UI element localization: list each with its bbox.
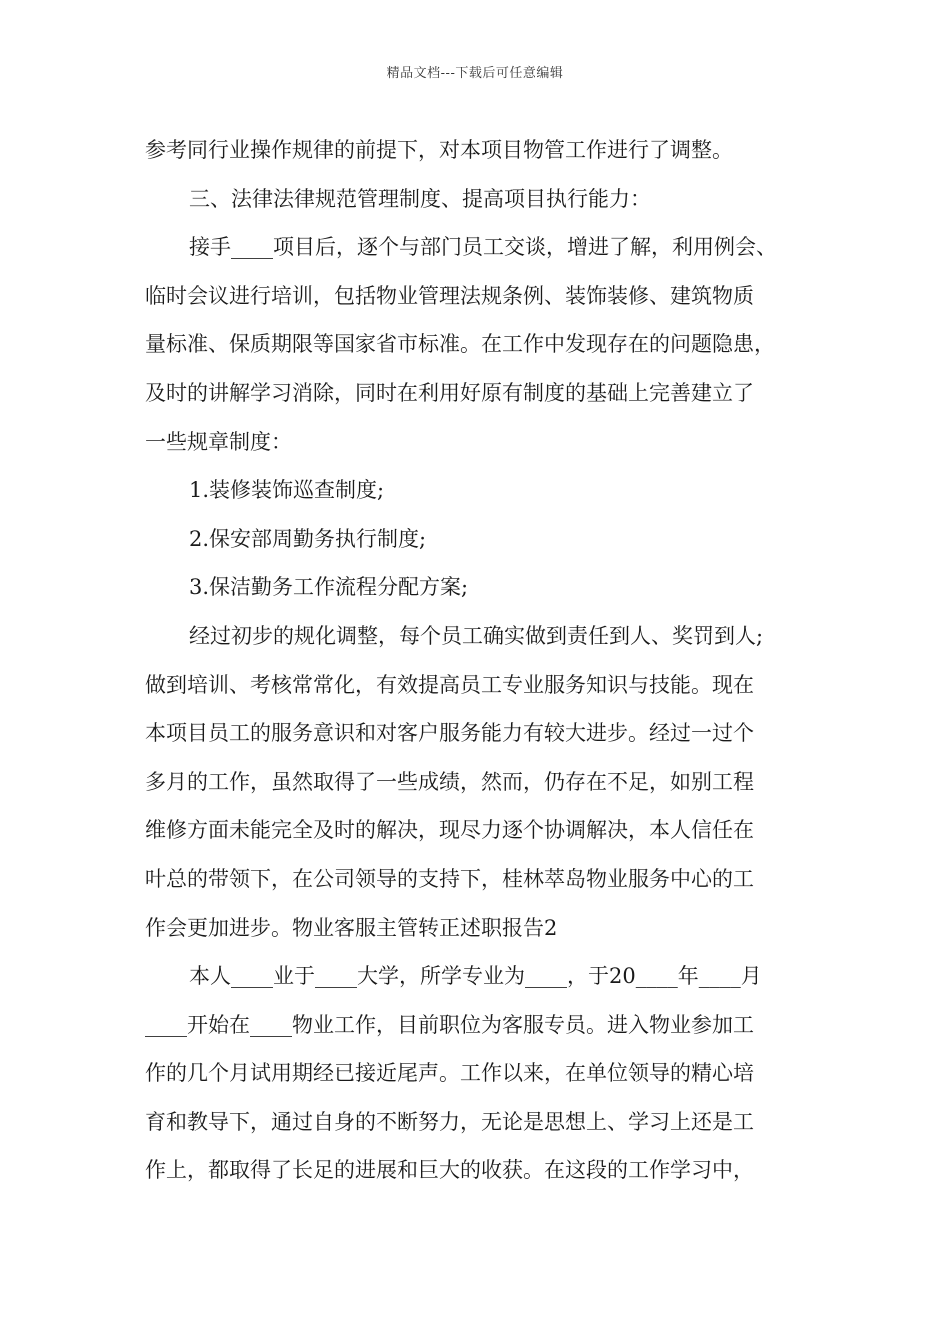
text-line: 经过初步的规化调整，每个员工确实做到责任到人、奖罚到人; (189, 623, 764, 648)
list-item: 1.装修装饰巡查制度; (189, 478, 385, 503)
list-item: 2.保安部周勤务执行制度; (189, 526, 427, 551)
text-line: 临时会议进行培训，包括物业管理法规条例、装饰装修、建筑物质 (145, 283, 754, 308)
text-line: 接手____项目后，逐个与部门员工交谈，增进了解，利用例会、 (189, 235, 777, 260)
text-line: 一些规章制度： (145, 429, 292, 454)
text-line: 量标准、保质期限等国家省市标准。在工作中发现存在的问题隐患， (145, 332, 775, 357)
list-item: 3.保洁勤务工作流程分配方案; (189, 575, 469, 600)
text-line: 做到培训、考核常常化，有效提高员工专业服务知识与技能。现在 (145, 672, 754, 697)
text-line: 作的几个月试用期经已接近尾声。工作以来，在单位领导的精心培 (145, 1061, 754, 1086)
text-line: 本项目员工的服务意识和对客户服务能力有较大进步。经过一过个 (145, 721, 754, 746)
text-line: 叶总的带领下，在公司领导的支持下，桂林萃岛物业服务中心的工 (145, 866, 754, 891)
text-line: 参考同行业操作规律的前提下，对本项目物管工作进行了调整。 (145, 138, 733, 162)
text-line: 作上，都取得了长足的进展和巨大的收获。在这段的工作学习中， (145, 1158, 754, 1183)
text-line: 多月的工作，虽然取得了一些成绩，然而，仍存在不足，如别工程 (145, 769, 754, 794)
text-line: 及时的讲解学习消除，同时在利用好原有制度的基础上完善建立了 (145, 380, 754, 405)
text-line: 维修方面未能完全及时的解决，现尽力逐个协调解决，本人信任在 (145, 818, 754, 843)
text-line: 本人____业于____大学，所学专业为____，于20____年____月 (189, 964, 762, 989)
page-header: 精品文档---下载后可任意编辑 (386, 66, 564, 81)
text-line: 作会更加进步。物业客服主管转正述职报告2 (145, 915, 558, 940)
document-body (145, 126, 825, 1195)
text-line: 育和教导下，通过自身的不断努力，无论是思想上、学习上还是工 (145, 1109, 754, 1134)
text-line: ____开始在____物业工作，目前职位为客服专员。进入物业参加工 (145, 1012, 754, 1037)
section-heading: 三、法律法律规范管理制度、提高项目执行能力： (189, 186, 651, 211)
